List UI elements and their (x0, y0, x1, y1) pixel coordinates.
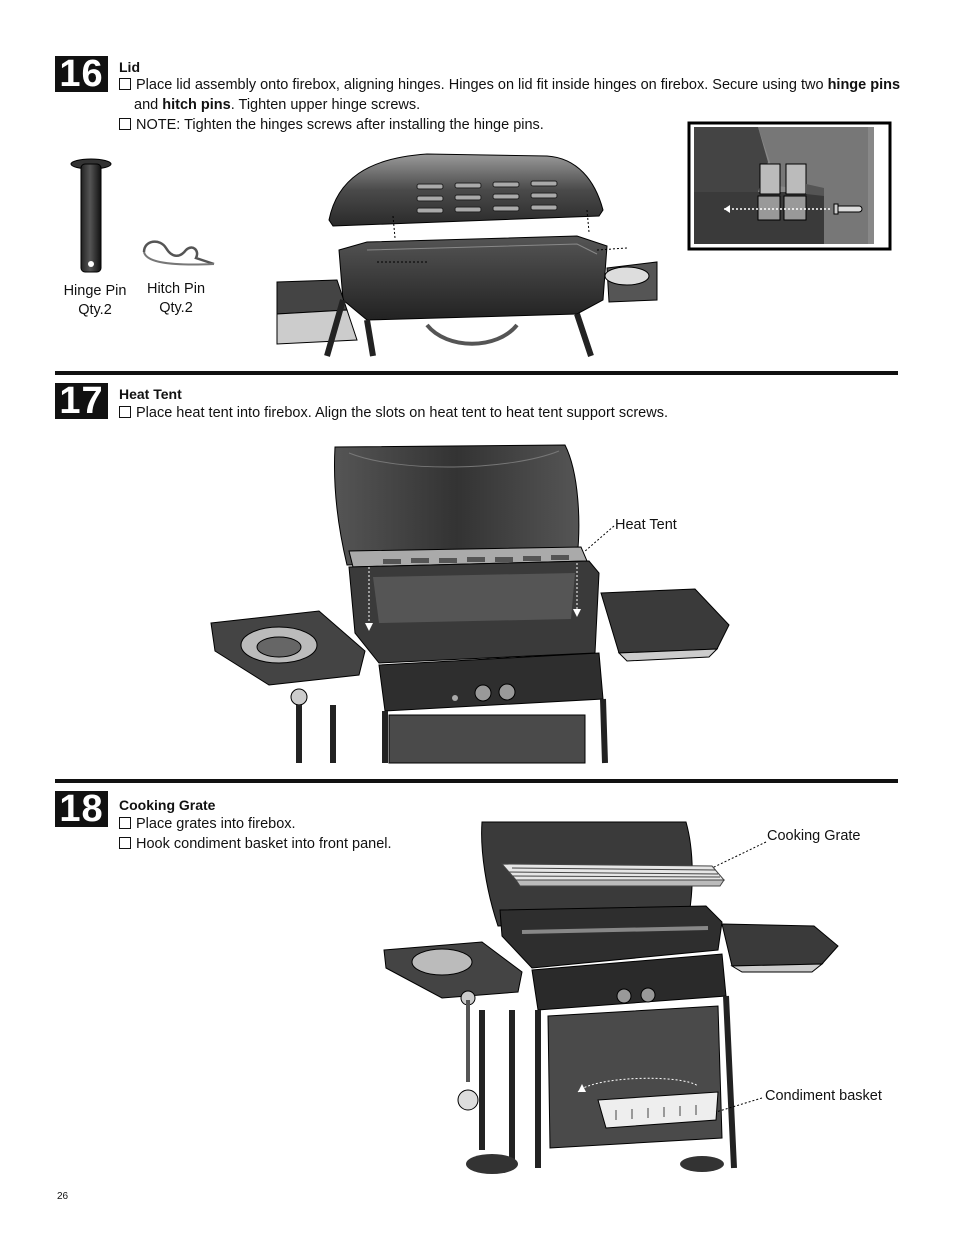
hitch-pin-illustration (138, 236, 218, 270)
step-number-16: 16 (55, 56, 108, 92)
heat-tent-illustration (209, 443, 734, 763)
checkbox[interactable] (119, 817, 131, 829)
cooking-grate-illustration (382, 820, 842, 1168)
step-number-18: 18 (55, 791, 108, 827)
checkbox[interactable] (119, 837, 131, 849)
checkbox[interactable] (119, 118, 131, 130)
heat-tent-callout: Heat Tent (615, 517, 677, 533)
step-16-instruction-1: Place lid assembly onto firebox, aligning hinges. Hinges on lid fit inside hinges on firebox. Secure using two hinge pins (119, 77, 900, 93)
hinge-detail-inset (688, 122, 891, 250)
cooking-grate-callout: Cooking Grate (767, 828, 861, 844)
lid-assembly-illustration (277, 150, 657, 356)
step-16-instruction-1-cont: and hitch pins. Tighten upper hinge screws. (134, 97, 421, 113)
section-divider (55, 371, 898, 375)
step-17-title: Heat Tent (119, 386, 182, 402)
checkbox[interactable] (119, 78, 131, 90)
checkbox[interactable] (119, 406, 131, 418)
hinge-pin-label: Hinge Pin (63, 283, 127, 299)
page-number: 26 (57, 1191, 69, 1202)
hinge-pin-qty: Qty.2 (78, 302, 112, 318)
step-18-instruction-2: Hook condiment basket into front panel. (119, 836, 392, 852)
cooking-grate-callout-line (708, 838, 770, 872)
step-18-title: Cooking Grate (119, 797, 216, 813)
hitch-pin-qty: Qty.2 (159, 300, 193, 316)
step-17-instruction-1: Place heat tent into firebox. Align the slots on heat tent to heat tent support screws. (119, 405, 668, 421)
condiment-basket-callout: Condiment basket (765, 1088, 882, 1104)
step-16-title: Lid (119, 59, 140, 75)
hinge-pin-illustration (66, 158, 116, 278)
section-divider (55, 779, 898, 783)
step-number-17: 17 (55, 383, 108, 419)
step-18-instruction-1: Place grates into firebox. (119, 816, 296, 832)
hitch-pin-label: Hitch Pin (146, 281, 206, 297)
condiment-basket-callout-line (714, 1096, 764, 1116)
step-16-note: NOTE: Tighten the hinges screws after installing the hinge pins. (119, 117, 544, 133)
